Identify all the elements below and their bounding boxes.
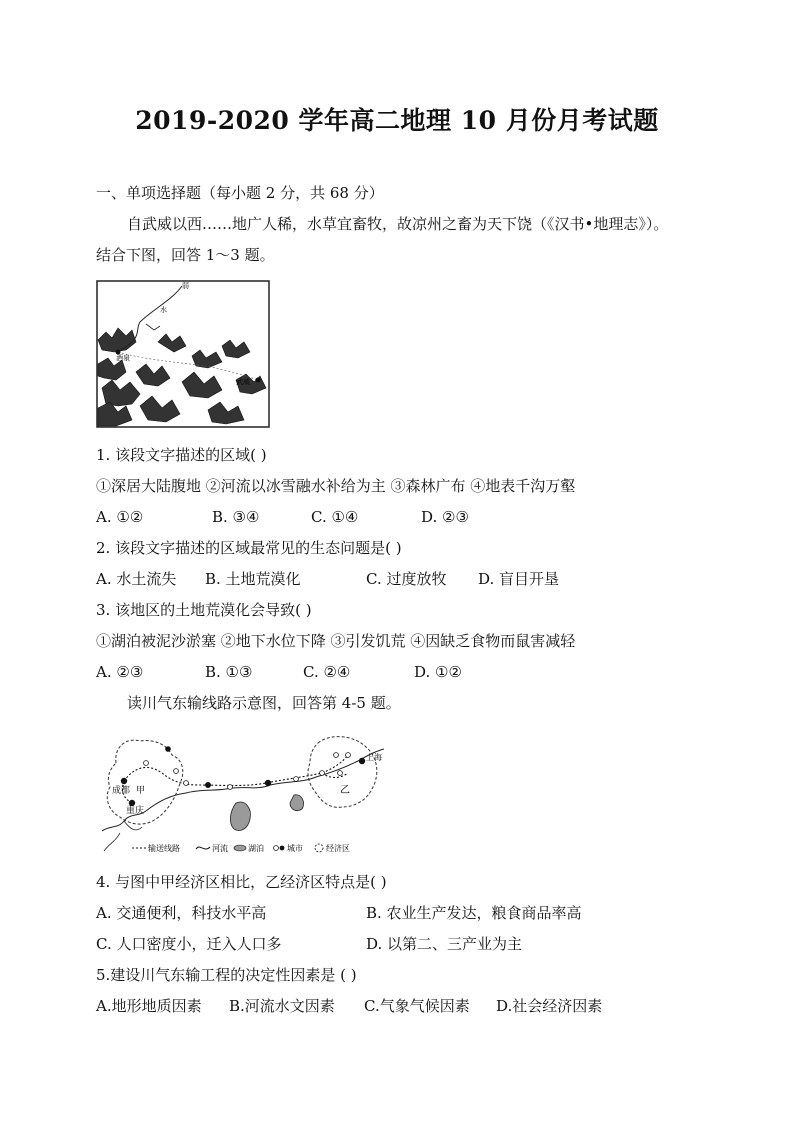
q3-option-b: B. ①③ xyxy=(205,663,253,681)
q3-option-d: D. ①② xyxy=(414,663,462,681)
q4-option-b: B. 农业生产发达，粮食商品率高 xyxy=(366,904,582,922)
legend-pipeline: 输送线路 xyxy=(148,844,180,853)
q2-option-a: A. 水土流失 xyxy=(96,570,177,588)
legend-economic-zone: 经济区 xyxy=(326,844,350,853)
q1-stem: 1. 该段文字描述的区域( ) xyxy=(96,446,267,464)
q1-option-c: C. ①④ xyxy=(311,508,359,526)
q4-option-c: C. 人口密度小，迁入人口多 xyxy=(96,935,282,953)
q5-option-c: C.气象气候因素 xyxy=(364,997,470,1015)
q5-option-a: A.地形地质因素 xyxy=(96,997,202,1015)
map1-label-shui: 水 xyxy=(160,306,167,314)
map2-label-jia: 甲 xyxy=(136,786,146,796)
intro-text-2: 读川气东输线路示意图，回答第 4-5 题。 xyxy=(127,694,401,712)
q1-option-b: B. ③④ xyxy=(212,508,260,526)
map1-label-ruo: 弱 xyxy=(182,282,189,290)
map2-label-chengdu: 成都 xyxy=(112,786,131,796)
map1-label-wuwei: 武威 xyxy=(236,378,250,386)
intro-text-line1: 自武威以西……地广人稀，水草宜畜牧，故凉州之畜为天下饶（《汉书•地理志》）。 xyxy=(127,215,669,233)
q5-option-d: D.社会经济因素 xyxy=(496,997,603,1015)
q5-option-b: B.河流水文因素 xyxy=(229,997,335,1015)
legend-city: 城市 xyxy=(287,844,303,853)
q3-option-a: A. ②③ xyxy=(96,663,144,681)
q1-option-a: A. ①② xyxy=(96,508,144,526)
q2-option-d: D. 盲目开垦 xyxy=(478,570,560,588)
q4-option-a: A. 交通便利，科技水平高 xyxy=(96,904,267,922)
q2-option-c: C. 过度放牧 xyxy=(366,570,447,588)
q4-stem: 4. 与图中甲经济区相比，乙经济区特点是( ) xyxy=(96,873,387,891)
legend-lake: 湖泊 xyxy=(248,844,264,853)
q2-stem: 2. 该段文字描述的区域最常见的生态问题是( ) xyxy=(96,539,402,557)
q4-option-d: D. 以第二、三产业为主 xyxy=(366,935,523,953)
q1-option-d: D. ②③ xyxy=(421,508,469,526)
q5-stem: 5.建设川气东输工程的决定性因素是 ( ) xyxy=(96,966,357,984)
hexi-corridor-map xyxy=(96,280,270,428)
map2-label-chongqing: 重庆 xyxy=(126,806,145,816)
map2-label-shanghai: 上海 xyxy=(366,753,382,762)
gas-pipeline-map xyxy=(96,733,386,858)
q3-stem: 3. 该地区的土地荒漠化会导致( ) xyxy=(96,601,312,619)
q1-items: ①深居大陆腹地 ②河流以冰雪融水补给为主 ③森林广布 ④地表千沟万壑 xyxy=(96,477,576,495)
section-heading: 一、单项选择题（每小题 2 分，共 68 分） xyxy=(96,184,384,202)
q3-items: ①湖泊被泥沙淤塞 ②地下水位下降 ③引发饥荒 ④因缺乏食物而鼠害减轻 xyxy=(96,632,576,650)
legend-river: 河流 xyxy=(212,844,228,853)
q2-option-b: B. 土地荒漠化 xyxy=(205,570,301,588)
page-title: 2019-2020 学年高二地理 10 月份月考试题 xyxy=(135,106,659,135)
map2-label-yi: 乙 xyxy=(340,785,350,796)
q3-option-c: C. ②④ xyxy=(303,663,351,681)
intro-text-line2: 结合下图，回答 1～3 题。 xyxy=(96,246,275,264)
map1-label-jiuquan: 酒泉 xyxy=(116,354,130,362)
